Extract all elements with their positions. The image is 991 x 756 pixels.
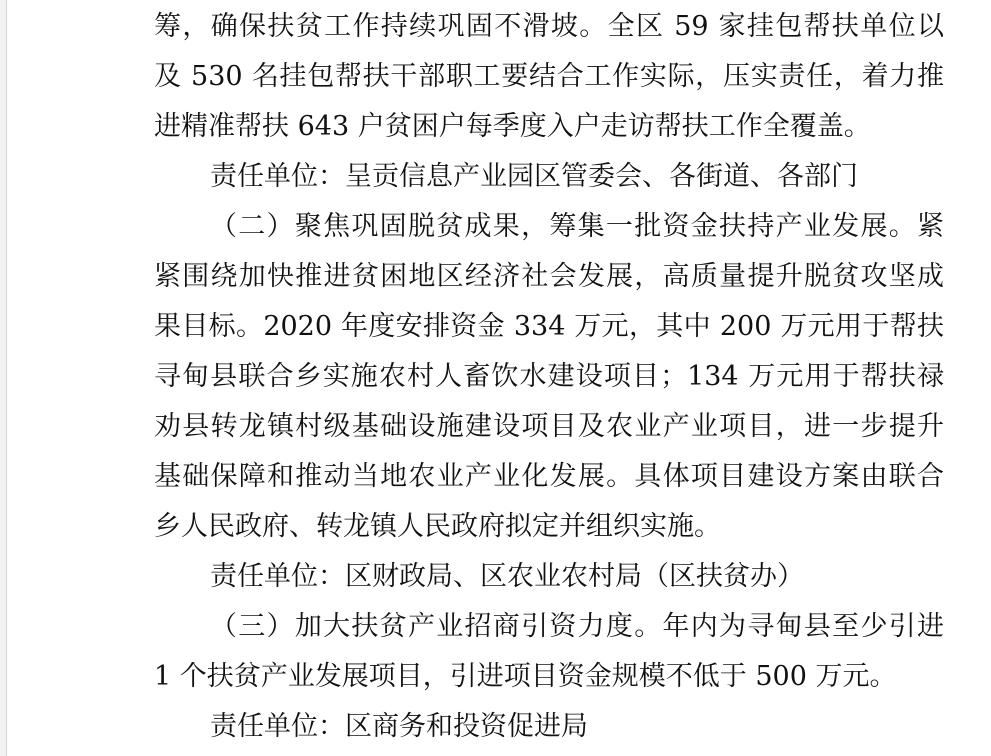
paragraph-line: 寻甸县联合乡实施农村人畜饮水建设项目；134 万元用于帮扶禄 <box>154 361 944 392</box>
paragraph-line: 进精准帮扶 643 户贫困户每季度入户走访帮扶工作全覆盖。 <box>154 111 871 142</box>
paragraph-line: 紧围绕加快推进贫困地区经济社会发展，高质量提升脱贫攻坚成 <box>154 261 944 292</box>
responsible-unit-line: 责任单位：呈贡信息产业园区管委会、各街道、各部门 <box>210 161 858 192</box>
paragraph-line: 1 个扶贫产业发展项目，引进项目资金规模不低于 500 万元。 <box>154 661 897 692</box>
paragraph-line: 基础保障和推动当地农业产业化发展。具体项目建设方案由联合 <box>154 461 944 492</box>
section-heading-line: （三）加大扶贫产业招商引资力度。年内为寻甸县至少引进 <box>210 611 944 642</box>
section-heading-line: （二）聚焦巩固脱贫成果，筹集一批资金扶持产业发展。紧 <box>210 211 944 242</box>
paragraph-line: 果目标。2020 年度安排资金 334 万元，其中 200 万元用于帮扶 <box>154 311 944 342</box>
responsible-unit-line: 责任单位：区财政局、区农业农村局（区扶贫办） <box>210 561 804 592</box>
paragraph-line: 筹，确保扶贫工作持续巩固不滑坡。全区 59 家挂包帮扶单位以 <box>154 11 944 42</box>
responsible-unit-line: 责任单位：区商务和投资促进局 <box>210 711 588 742</box>
paragraph-line: 劝县转龙镇村级基础设施建设项目及农业产业项目，进一步提升 <box>154 411 944 442</box>
paragraph-line: 及 530 名挂包帮扶干部职工要结合工作实际，压实责任，着力推 <box>154 61 944 92</box>
paragraph-line: 乡人民政府、转龙镇人民政府拟定并组织实施。 <box>154 511 721 542</box>
